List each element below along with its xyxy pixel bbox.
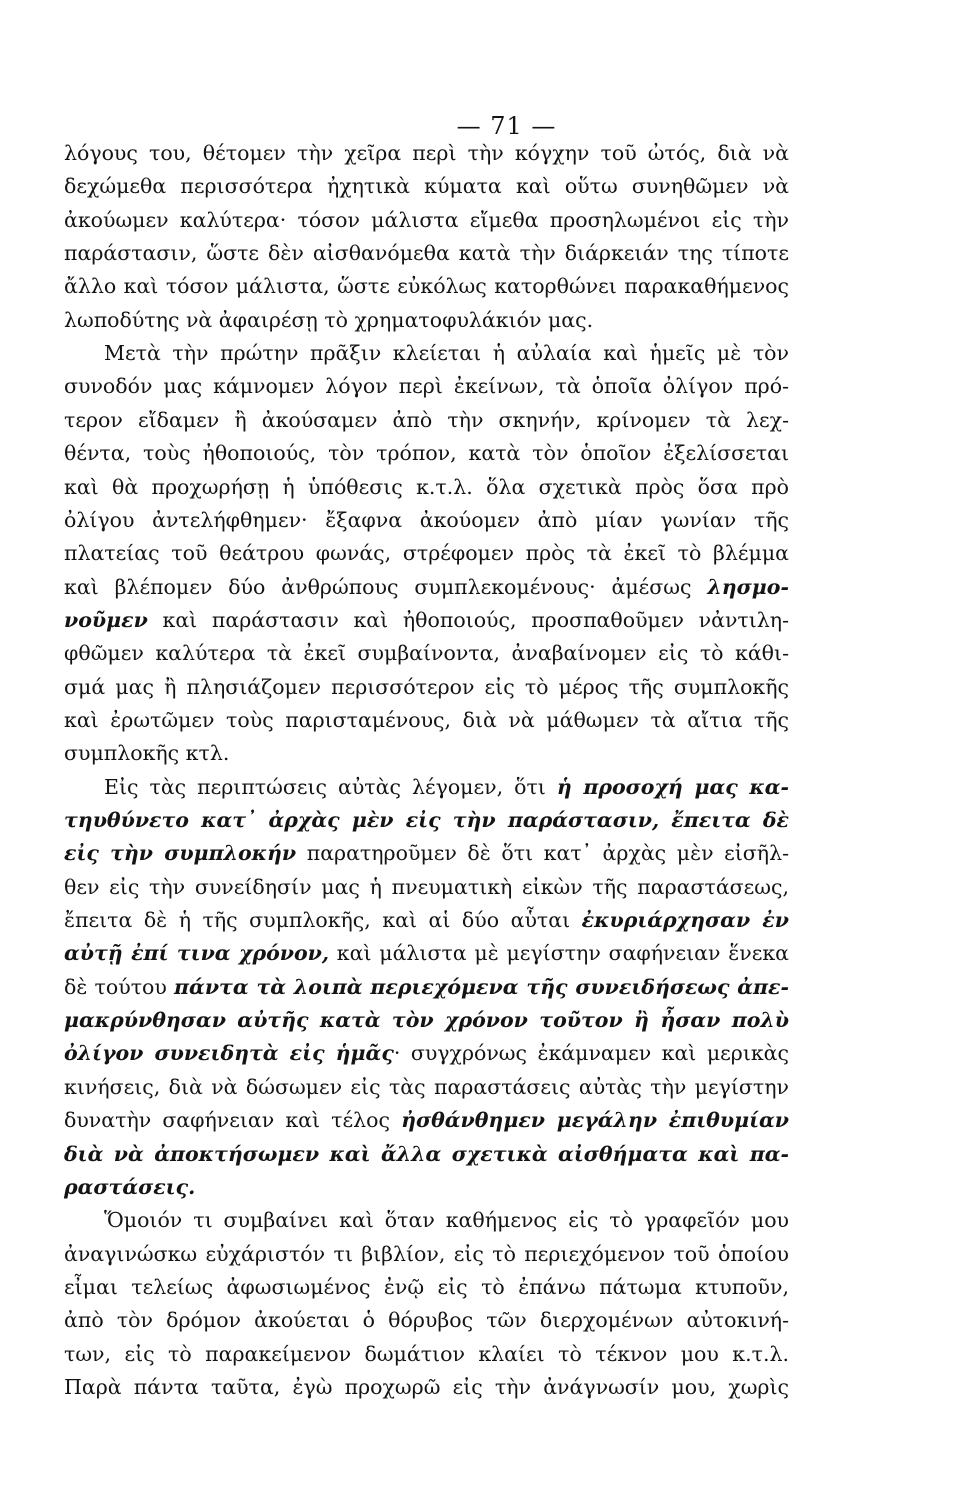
text-segment: των, εἰς τὸ παρακείμενον δωμάτιον κλαίει τὸ τέκνον μου κ.τ.λ. (64, 1341, 789, 1366)
text-segment: δεχώμεθα περισσότερα ἠχητικὰ κύματα καὶ οὕτω συνηθῶμεν νὰ (64, 174, 789, 199)
text-line (104, 336, 789, 370)
text-segment: · συγχρόνως ἐκάμναμεν καὶ μερικὰς (393, 1041, 789, 1066)
text-segment: καὶ θὰ προχωρήσῃ ἡ ὑπόθεσις κ.τ.λ. ὅλα σχετικὰ πρὸς ὅσα πρὸ (64, 474, 789, 499)
text-line (64, 1170, 789, 1204)
emphasized-text: ὀλίγον συνειδητὰ εἰς ἡμᾶς (64, 1041, 394, 1066)
text-line (64, 1003, 789, 1037)
text-line (64, 736, 789, 770)
text-segment: συμπλοκῆς κτλ. (64, 741, 230, 766)
text-line (64, 236, 789, 270)
text-line (104, 770, 789, 804)
text-line (64, 803, 789, 837)
text-segment: Μετὰ τὴν πρώτην πρᾶξιν κλείεται ἡ αὐλαία καὶ ἡμεῖς μὲ τὸν (104, 341, 789, 366)
text-segment: καὶ μάλιστα μὲ μεγίστην σαφήνειαν ἕνεκα (329, 941, 789, 966)
text-segment: λωποδύτης νὰ ἀφαιρέσῃ τὸ χρηματοφυλάκιόν μας. (64, 307, 594, 332)
text-line (64, 1237, 789, 1271)
emphasized-text: διὰ νὰ ἀποκτήσωμεν καὶ ἄλλα σχετικὰ αἰσθήματα καὶ πα- (64, 1141, 789, 1166)
text-line (64, 636, 789, 670)
text-line (64, 1070, 789, 1104)
emphasized-text: ραστάσεις. (64, 1174, 196, 1199)
page-number: — 71 — (456, 112, 557, 140)
text-segment: σμά μας ἢ πλησιάζομεν περισσότερον εἰς τὸ μέρος τῆς συμπλοκῆς (64, 674, 789, 699)
text-line (64, 1103, 789, 1137)
emphasized-text: ἡ προσοχή μας κα- (556, 774, 789, 799)
text-segment: πλατείας τοῦ θεάτρου φωνάς, στρέφομεν πρὸς τὰ ἐκεῖ τὸ βλέμμα (64, 541, 789, 566)
text-segment: καὶ βλέπομεν δύο ἀνθρώπους συμπλεκομένους· ἀμέσως (64, 574, 708, 599)
text-line (64, 1337, 789, 1371)
text-line (64, 169, 789, 203)
text-line (64, 369, 789, 403)
text-segment: καὶ ἐρωτῶμεν τοὺς παρισταμένους, διὰ νὰ μάθωμεν τὰ αἴτια τῆς (64, 707, 789, 732)
emphasized-text: εἰς τὴν συμπλοκήν (64, 841, 297, 866)
text-line (64, 870, 789, 904)
text-segment: ἀναγινώσκω εὐχάριστόν τι βιβλίον, εἰς τὸ περιεχόμενον τοῦ ὁποίου (64, 1241, 789, 1266)
text-line (64, 603, 789, 637)
text-line (64, 670, 789, 704)
text-segment: δυνατὴν σαφήνειαν καὶ τέλος (64, 1108, 402, 1133)
text-line (64, 403, 789, 437)
emphasized-text: ἠσθάνθημεν μεγάλην ἐπιθυμίαν (401, 1108, 789, 1133)
text-line (64, 536, 789, 570)
text-line (64, 1370, 789, 1404)
text-segment: τερον εἴδαμεν ἢ ἀκούσαμεν ἀπὸ τὴν σκηνήν, κρίνομεν τὰ λεχ- (64, 407, 789, 432)
text-segment: ἄλλο καὶ τόσον μάλιστα, ὥστε εὐκόλως κατορθώνει παρακαθήμενος (64, 274, 789, 299)
emphasized-text: αὐτῇ ἐπί τινα χρόνον, (64, 941, 330, 966)
text-segment: δὲ τούτου (64, 974, 175, 999)
text-line (64, 303, 789, 337)
text-line (64, 503, 789, 537)
text-line (64, 570, 789, 604)
text-segment: εἶμαι τελείως ἀφωσιωμένος ἐνῷ εἰς τὸ ἐπάνω πάτωμα κτυποῦν, (64, 1274, 789, 1299)
text-segment: κινήσεις, διὰ νὰ δώσωμεν εἰς τὰς παραστάσεις αὐτὰς τὴν μεγίστην (64, 1074, 789, 1099)
text-line (64, 970, 789, 1004)
text-segment: Εἰς τὰς περιπτώσεις αὐτὰς λέγομεν, ὅτι (104, 774, 557, 799)
text-segment: θεν εἰς τὴν συνείδησίν μας ἡ πνευματικὴ εἰκὼν τῆς παραστάσεως, (64, 874, 789, 899)
text-line (64, 470, 789, 504)
text-line (64, 1036, 789, 1070)
text-segment: Ὅμοιόν τι συμβαίνει καὶ ὅταν καθήμενος εἰς τὸ γραφεῖόν μου (104, 1208, 789, 1233)
text-segment: συνοδόν μας κάμνομεν λόγον περὶ ἐκείνων, τὰ ὁποῖα ὀλίγον πρό- (64, 374, 789, 399)
emphasized-text: ἐκυριάρχησαν ἐν (581, 908, 789, 933)
text-line (64, 903, 789, 937)
text-segment: ἀκούωμεν καλύτερα· τόσον μάλιστα εἴμεθα προσηλωμένοι εἰς τὴν (64, 207, 789, 232)
text-segment: ἔπειτα δὲ ἡ τῆς συμπλοκῆς, καὶ αἱ δύο αὗται (64, 908, 582, 933)
text-line (64, 1270, 789, 1304)
emphasized-text: μακρύνθησαν αὐτῆς κατὰ τὸν χρόνον τοῦτον ἢ ἦσαν πολὺ (64, 1008, 789, 1033)
text-segment: ὀλίγου ἀντελήφθημεν· ἔξαφνα ἀκούομεν ἀπὸ μίαν γωνίαν τῆς (64, 507, 789, 532)
text-line (64, 269, 789, 303)
emphasized-text: λησμο- (707, 574, 789, 599)
text-line (104, 1203, 789, 1237)
text-segment: ἀπὸ τὸν δρόμον ἀκούεται ὁ θόρυβος τῶν διερχομένων αὐτοκινή- (64, 1308, 789, 1333)
text-line (64, 1137, 789, 1171)
emphasized-text: νοῦμεν (64, 607, 148, 632)
text-segment: παράστασιν, ὥστε δὲν αἰσθανόμεθα κατὰ τὴν διάρκειάν της τίποτε (64, 241, 789, 266)
text-segment: φθῶμεν καλύτερα τὰ ἐκεῖ συμβαίνοντα, ἀναβαίνομεν εἰς τὸ κάθι- (64, 641, 789, 666)
text-line (64, 136, 789, 170)
text-line (64, 436, 789, 470)
text-segment: λόγους του, θέτομεν τὴν χεῖρα περὶ τὴν κόγχην τοῦ ὠτός, διὰ νὰ (64, 141, 789, 165)
text-segment: θέντα, τοὺς ἠθοποιούς, τὸν τρόπον, κατὰ τὸν ὁποῖον ἐξελίσσεται (64, 441, 789, 466)
text-segment: παρατηροῦμεν δὲ ὅτι κατ᾿ ἀρχὰς μὲν εἰσῆλ- (296, 841, 789, 866)
text-line (64, 1303, 789, 1337)
text-line (64, 703, 789, 737)
text-line (64, 203, 789, 237)
emphasized-text: πάντα τὰ λοιπὰ περιεχόμενα τῆς συνειδήσεως ἀπε- (174, 974, 789, 999)
text-line (64, 836, 789, 870)
text-segment: καὶ παράστασιν καὶ ἠθοποιούς, προσπαθοῦμεν νἀντιλη- (147, 607, 789, 632)
emphasized-text: τηυθύνετο κατ᾿ ἀρχὰς μὲν εἰς τὴν παράστασιν, ἔπειτα δὲ (64, 808, 789, 832)
text-line (64, 936, 789, 970)
text-segment: Παρὰ πάντα ταῦτα, ἐγὼ προχωρῶ εἰς τὴν ἀνάγνωσίν μου, χωρὶς (64, 1374, 789, 1399)
